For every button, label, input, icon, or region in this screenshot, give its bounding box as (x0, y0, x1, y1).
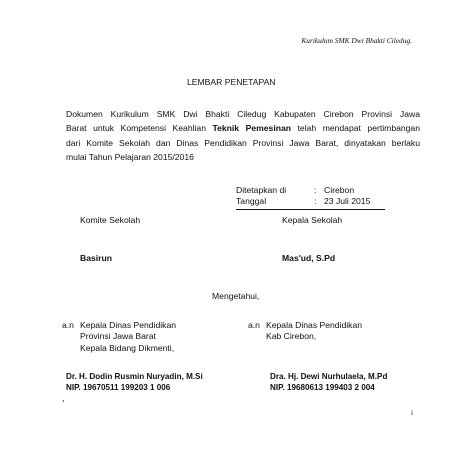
running-header: Kurikulum SMK Dwi Bhakti Ciledug. (301, 36, 412, 45)
stamp-date-row (236, 196, 385, 209)
on-behalf-prefix: a.n (62, 320, 74, 330)
committee-name: Basirun (80, 253, 112, 263)
office-title: Kepala Dinas Pendidikan (266, 320, 363, 330)
paragraph-line: mulai Tahun Pelajaran 2015/2016 (66, 151, 194, 162)
paragraph-line (66, 121, 420, 135)
on-behalf-prefix: a.n (248, 320, 260, 330)
right-official-block (248, 320, 362, 343)
official-nip: NIP. 19680613 199403 2 004 (270, 382, 375, 392)
right-official-line: Kab Cirebon, (266, 331, 317, 342)
office-title: Kepala Dinas Pendidikan (80, 320, 177, 330)
stamp-date-value: 23 Juli 2015 (324, 196, 371, 207)
page-number: i (410, 408, 413, 417)
left-official-line: Kepala Bidang Dikmenti, (80, 342, 175, 353)
competency-name: Teknik Pemesinan (212, 123, 291, 134)
body-paragraph (66, 107, 420, 164)
footer-mark: , (62, 393, 65, 403)
left-official-line (62, 320, 176, 331)
stamp-place-value: Cirebon (324, 185, 355, 195)
stamp-separator: : (314, 185, 317, 195)
principal-role: Kepala Sekolah (282, 215, 343, 225)
acknowledgement-text: Mengetahui, (212, 291, 260, 301)
left-official-signature (66, 372, 203, 394)
principal-name: Mas'ud, S.Pd (282, 253, 336, 263)
paragraph-line: dari Komite Sekolah dan Dinas Pendidikan Provinsi Jawa Barat, dinyatakan berlaku (66, 137, 420, 148)
official-name: Dr. H. Dodin Rusmin Nuryadin, M.Si (66, 372, 203, 381)
stamp-separator: : (314, 196, 317, 207)
left-official-block (62, 320, 176, 354)
stamp-place-row (236, 185, 385, 196)
right-official-line (248, 320, 362, 331)
official-nip: NIP. 19670511 199203 1 006 (66, 382, 171, 392)
paragraph-text: Barat untuk Kompetensi Keahlian (66, 123, 213, 134)
committee-role: Komite Sekolah (80, 215, 141, 225)
official-name: Dra. Hj. Dewi Nurhulaela, M.Pd (270, 372, 388, 381)
right-official-signature (270, 372, 387, 394)
left-official-line: Provinsi Jawa Barat (80, 331, 156, 342)
stamp-block (236, 185, 385, 210)
stamp-date-label: Tanggal (236, 196, 267, 207)
document-title: LEMBAR PENETAPAN (187, 77, 276, 87)
paragraph-text: telah mendapat pertimbangan (291, 123, 420, 134)
stamp-place-label: Ditetapkan di (236, 185, 287, 195)
paragraph-line: Dokumen Kurikulum SMK Dwi Bhakti Ciledug Kabupaten Cirebon Provinsi Jawa (66, 109, 420, 119)
